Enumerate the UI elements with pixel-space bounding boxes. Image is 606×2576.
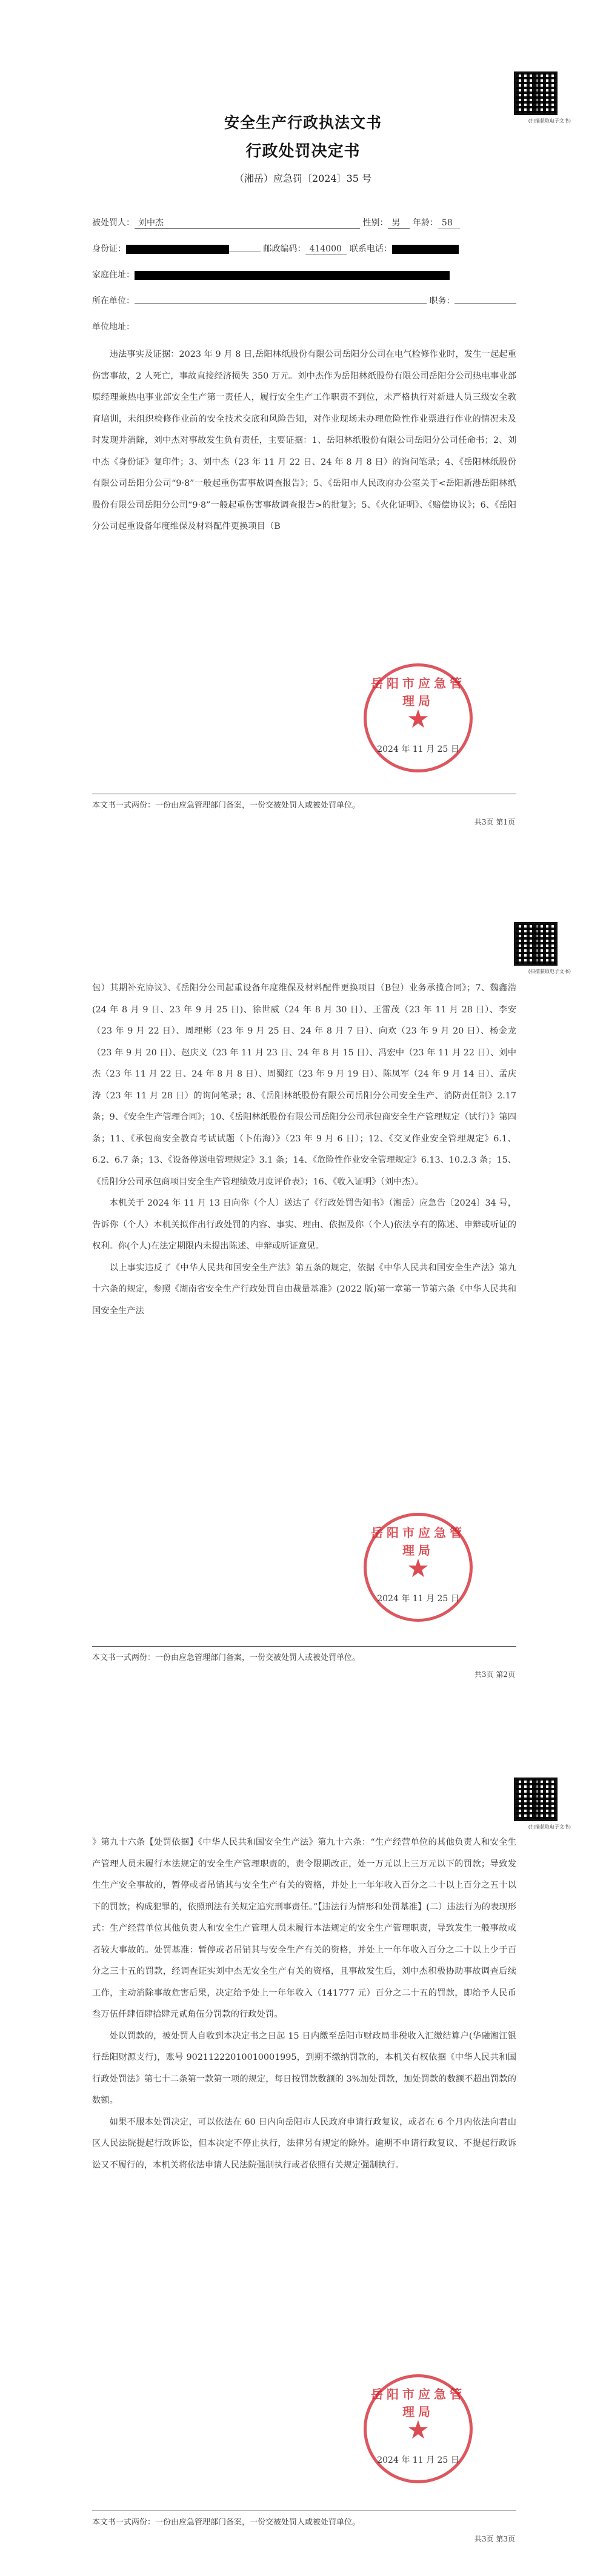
redaction-block [135, 271, 450, 280]
footer-divider [92, 1646, 516, 1647]
qr-code [514, 922, 558, 966]
seal-date: 2024 年 11 月 25 日 [377, 1594, 459, 1604]
redaction-block [126, 245, 229, 254]
footer-note: 本文书一式两份：一份由应急管理部门备案，一份交被处罚人或被处罚单位。 [92, 1653, 361, 1662]
paragraph: 处以罚款的，被处罚人自收到本决定书之日起 15 日内缴至岳阳市财政局非税收入汇缴结算户(华融湘江银行岳阳财源支行)，账号 90211222010010001995，到期不缴纳罚款的，本机关有权依据《中华人民共和国行政处罚法》第七十二条第一款第一项的规定，每日按罚款数额的 3%加处罚款，加处罚款的数额不超出罚款的数额。 [92, 2031, 516, 2105]
page-3 [0, 1717, 606, 2575]
sex-value: 男 [388, 216, 410, 229]
paragraph: 本机关于 2024 年 11 月 13 日向你（个人）送达了《行政处罚告知书》（湘岳）应急告〔2024〕34 号，告诉你（个人）本机关拟作出行政处罚的内容、事实、理由、依据及你（个人)依法享有的陈述、申辩或听证的权利。你(个人)在法定期限内未提出陈述、申辩或听证意见。 [92, 1198, 516, 1251]
document-number: （湘岳）应急罚〔2024〕35 号 [234, 173, 372, 184]
page-1 [0, 0, 606, 858]
official-seal [364, 663, 473, 772]
page1-body [92, 344, 516, 538]
document-title: 安全生产行政执法文书 [224, 114, 382, 131]
document-subtitle: 行政处罚决定书 [245, 142, 361, 161]
page3-body [92, 1832, 516, 2176]
seal-date: 2024 年 11 月 25 日 [377, 745, 459, 754]
footer-note: 本文书一式两份：一份由应急管理部门备案，一份交被处罚人或被处罚单位。 [92, 801, 361, 810]
official-seal [364, 1513, 473, 1622]
post-value: 414000 [305, 244, 347, 254]
qr-code [514, 71, 558, 115]
address-label: 家庭住址： [92, 270, 135, 280]
qr-caption: (扫描获取电子文书) [528, 1824, 571, 1830]
qr-caption: (扫描获取电子文书) [528, 118, 571, 124]
unit-address-label: 单位地址： [92, 322, 135, 332]
page-2 [0, 858, 606, 1717]
page-number: 共3页 第2页 [474, 1670, 515, 1679]
seal-text: 岳阳市应急管理局 [371, 1525, 465, 1558]
name-label: 被处罚人： [92, 218, 135, 228]
paragraph: 如果不服本处罚决定，可以依法在 60 日内向岳阳市人民政府申请行政复议，或者在 6 个月内依法向君山区人民法院提起行政诉讼，但本决定不停止执行，法律另有规定的除外。逾期不申请行政复议、不提起行政诉讼又不履行的，本机关将依法申请人民法院强制执行或者依照有关规定强制执行。 [92, 2117, 516, 2170]
paragraph: 违法事实及证据：2023 年 9 月 8 日,岳阳林纸股份有限公司岳阳分公司在电气检修作业时，发生一起起重伤害事故，2 人死亡，事故直接经济损失 350 万元。刘中杰作为岳阳林纸股份有限公司岳阳分公司热电事业部原经理兼热电事业部安全生产第一责任人，履行安全生产工作职责不到位，未严格执行对新进人员三级安全教育培训，未组织检修作业前的安全技术交底和风险告知，对作业现场未办理危险性作业票进行作业的情况未及时发现并消除，刘中杰对事故发生负有责任，主要证据：1、岳阳林纸股份有限公司岳阳分公司任命书；2、刘中杰《身份证》复印件；3、刘中杰（23 年 11 月 22 日、24 年 8 月 8 日）的询问笔录；4、《岳阳林纸股份有限公司岳阳分公司“9·8”一般起重伤害事故调查报告》；5、《岳阳市人民政府办公室关于<岳阳新港岳阳林纸股份有限公司岳阳分公司“9·8”一般起重伤害事故调查报告>的批复》；5、《火化证明》、《赔偿协议》；6、《岳阳分公司起重设备年度维保及材料配件更换项目（B [92, 350, 516, 531]
row-unit-address [92, 320, 135, 333]
star-icon: ★ [407, 704, 430, 734]
qr-caption: (扫描获取电子文书) [528, 969, 571, 974]
page-number: 共3页 第1页 [474, 818, 515, 826]
page2-body [92, 978, 516, 1322]
footer-note: 本文书一式两份：一份由应急管理部门备案，一份交被处罚人或被处罚单位。 [92, 2518, 361, 2527]
paragraph: 》第九十六条【处罚依据】《中华人民共和国安全生产法》第九十六条：“生产经营单位的其他负责人和安全生产管理人员未履行本法规定的安全生产管理职责的，责令限期改正，处一万元以上三万元以下的罚款；导致发生生产安全事故的，暂停或者吊销其与安全生产有关的资格，并处上一年年收入百分之二十以上百分之五十以下的罚款；构成犯罪的，依照刑法有关规定追究刑事责任。”【违法行为情形和处罚基准】(二）违法行为的表现形式：生产经营单位其他负责人和安全生产管理人员未履行本法规定的安全生产管理职责，导致发生一般事故或者较大事故的。处罚基准：暂停或者吊销其与安全生产有关的资格，并处上一年年收入百分之二十以上少于百分之三十五的罚款，经调查证实刘中杰无安全生产有关的资格，且事故发生后，刘中杰积极协助事故调查后续工作，主动消除事故危害后果，决定给予处上一年年收入（141777 元）百分之二十五的罚款，即给予人民币叁万伍仟肆佰肆拾肆元贰角伍分罚款的行政处罚。 [92, 1837, 516, 2019]
age-label: 年龄： [412, 218, 438, 228]
duty-label: 职务： [429, 296, 455, 306]
sex-label: 性别： [362, 218, 388, 228]
id-label: 身份证： [92, 244, 126, 254]
paragraph: 以上事实违反了《中华人民共和国安全生产法》第五条的规定，依据《中华人民共和国安全生产法》第九十六条的规定，参照《湖南省安全生产行政处罚自由裁量基准》(2022 版)第一章第一节第六条《中华人民共和国安全生产法 [92, 1263, 516, 1316]
unit-label: 所在单位： [92, 296, 135, 306]
post-label: 邮政编码： [263, 244, 306, 254]
seal-text: 岳阳市应急管理局 [371, 676, 465, 708]
name-value: 刘中杰 [135, 216, 360, 229]
row-id [92, 242, 459, 254]
official-seal [364, 2374, 473, 2483]
row-address [92, 268, 450, 281]
page-number: 共3页 第3页 [474, 2535, 515, 2543]
row-unit [92, 294, 516, 307]
seal-text: 岳阳市应急管理局 [371, 2387, 465, 2419]
qr-code [514, 1778, 558, 1821]
star-icon: ★ [407, 1553, 430, 1583]
age-value: 58 [438, 218, 460, 228]
row-name [92, 216, 460, 229]
paragraph: 包）其期补充协议》、《岳阳分公司起重设备年度维保及材料配件更换项目（B包）业务承揽合同》；7、魏鑫浩(24 年 8 月 9 日、23 年 9 月 25 日)、徐世威（24 年 8 月 30 日）、王雷茂（23 年 11 月 28 日）、李安（23 年 9 月 22 日）、周理彬（23 年 9 月 25 日、24 年 8 月 7 日）、向欢（23 年 9 月 20 日）、杨金龙（23 年 9 月 20 日）、赵庆义（23 年 11 月 23 日、24 年 8 月 15 日）、冯宏中（23 年 11 月 22 日）、刘中杰（23 年 11 月 22 日、24 年 8 月 8 日）、周蜀红（23 年 9 月 19 日）、陈凤军（24 年 9 月 14 日）、孟庆涛（23 年 11 月 28 日）的询问笔录；8、《岳阳林纸股份有限公司岳阳分公司安全生产、消防责任制》2.17 条；9、《安全生产管理合同》；10、《岳阳林纸股份有限公司岳阳分公司承包商安全生产管理规定（试行）》第四条；11、《承包商安全教育考试试题（卜佑海）》（23 年 9 月 6 日）；12、《交叉作业安全管理规定》6.1、6.2、6.7 条；13、《设备停送电管理规定》3.1 条；14、《危险性作业安全管理规定》6.13、10.2.3 条；15、《岳阳分公司承包商项目安全生产管理绩效月度评价表》；16、《收入证明》（刘中杰）。 [92, 983, 516, 1187]
phone-label: 联系电话： [349, 244, 392, 254]
redaction-block [392, 245, 459, 254]
star-icon: ★ [407, 2415, 430, 2445]
seal-date: 2024 年 11 月 25 日 [377, 2455, 459, 2465]
